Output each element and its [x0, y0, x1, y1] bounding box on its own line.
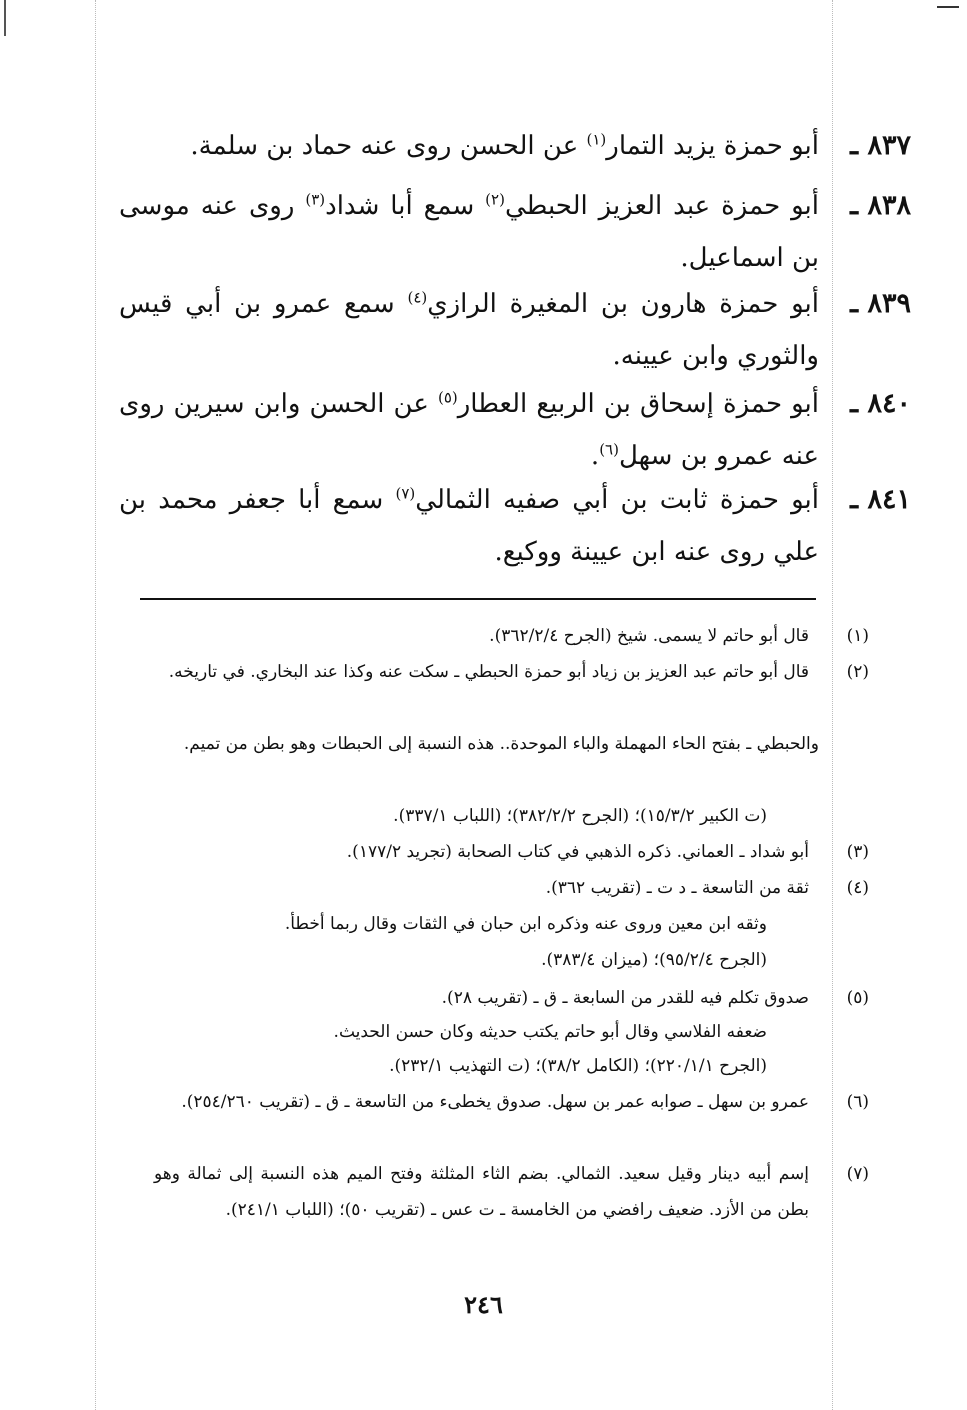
footnote-separator: [140, 598, 816, 600]
footnote-text: صدوق تكلم فيه للقدر من السابعة ـ ق ـ (تقريب ٢٨).: [441, 988, 809, 1008]
footnote-number: (٢): [846, 662, 869, 682]
footnote-number: (٧): [846, 1164, 869, 1184]
footnote-text: ضعفه الفلاسي وقال أبو حاتم يكتب حديثه وكان حسن الحديث.: [333, 1022, 767, 1042]
entry-number: ٨٤٠ ـ: [850, 388, 911, 419]
footnote-ref: (٤): [407, 288, 428, 307]
footnote-7: [154, 1156, 869, 1228]
entry-text: عن الحسن روى عنه حماد بن سلمة.: [190, 131, 587, 161]
footnote-text: إسم أبيه دينار وقيل سعيد. الثمالي. بضم الثاء المثلثة وفتح الميم هذه النسبة إلى ثمالة وهو بطن من الأزد. ضعيف رافضي من الخامسة ـ ت عس ـ (تقريب ٥٠)؛ (اللباب ٢٤١/١).: [154, 1164, 809, 1220]
footnote-3: [154, 834, 869, 870]
entry-839: [119, 278, 911, 382]
entry-text: عن الحسن وابن سيرين روى عنه عمرو بن سهل: [119, 389, 819, 471]
footnote-5-references: [167, 1048, 767, 1084]
entry-number: ٨٣٧ ـ: [850, 130, 911, 161]
footnote-ref: (١): [586, 130, 607, 149]
footnote-6: [154, 1084, 869, 1120]
entry-text: أبو حمزة عبد العزيز الحبطي: [504, 191, 819, 221]
footnote-1: [154, 618, 869, 654]
entry-number: ٨٣٨ ـ: [850, 190, 911, 221]
footnote-text: أبو شداد ـ العماني. ذكره الذهبي في كتاب الصحابة (تجريد ١٧٧/٢).: [346, 842, 809, 862]
entry-text: سمع أبا شداد: [325, 191, 486, 221]
footnote-number: (٦): [846, 1092, 869, 1112]
entry-837: [119, 120, 911, 172]
scan-edge-mark: [4, 0, 6, 36]
entry-number: ٨٣٩ ـ: [850, 288, 911, 319]
entry-number: ٨٤١ ـ: [850, 484, 911, 515]
entry-text: أبو حمزة ثابت بن أبي صفيه الثمالي: [415, 485, 819, 515]
entry-838: [119, 180, 911, 284]
footnote-text: عمرو بن سهل ـ صوابه عمر بن سهل. صدوق يخطىء من التاسعة ـ ق ـ (تقريب ٢٥٤/٢٦٠).: [181, 1092, 809, 1112]
entry-840: [119, 378, 911, 482]
footnote-2-references: [167, 798, 767, 834]
footnote-ref: (٣): [305, 190, 326, 209]
footnote-2-continuation: [119, 726, 819, 762]
entry-text: سمع أبا جعفر محمد بن علي روى عنه ابن عيينة ووكيع.: [119, 485, 819, 567]
footnote-text: قال أبو حاتم عبد العزيز بن زياد أبو حمزة الحبطي ـ سكت عنه وكذا عند البخاري. في تاريخه.: [168, 662, 809, 682]
footnote-text: والحبطي ـ بفتح الحاء المهملة والباء الموحدة.. هذه النسبة إلى الحبطات وهو بطن من تميم.: [183, 734, 819, 754]
footnote-5-continuation: [167, 1014, 767, 1050]
footnote-text: ثقة من التاسعة ـ د ت ـ (تقريب ٣٦٢).: [545, 878, 809, 898]
footnote-text: (ت الكبير ١٥/٣/٢)؛ (الجرح ٣٨٢/٢/٢)؛ (اللباب ٣٣٧/١).: [393, 806, 767, 826]
entry-841: [119, 474, 911, 578]
footnote-ref: (٦): [599, 440, 619, 459]
footnote-4: [154, 870, 869, 906]
footnote-number: (٥): [846, 988, 869, 1008]
footnote-text: وثقه ابن معين وروى عنه وذكره ابن حبان في الثقات وقال ربما أخطأ.: [284, 914, 767, 934]
entry-text: سمع عمرو بن أبي قيس والثوري وابن عيينه.: [119, 289, 819, 371]
entry-text: .: [590, 441, 600, 471]
footnote-number: (١): [846, 626, 869, 646]
scan-corner-mark: [937, 6, 959, 8]
footnote-4-continuation: [167, 906, 767, 942]
footnote-number: (٤): [846, 878, 869, 898]
footnote-ref: (٥): [437, 388, 458, 407]
footnote-ref: (٢): [485, 190, 505, 209]
scan-dotted-line: [95, 0, 96, 1410]
footnote-4-references: [167, 942, 767, 978]
page-number: ٢٤٦: [464, 1290, 503, 1319]
entry-text: روى عنه موسى بن اسماعيل.: [119, 191, 819, 273]
footnote-5: [154, 980, 869, 1016]
footnote-ref: (٧): [395, 484, 416, 503]
footnote-text: (الجرح ٩٥/٢/٤)؛ (ميزان ٣٨٣/٤).: [541, 950, 767, 970]
footnote-text: (الجرح ٢٢٠/١/١)؛ (الكامل ٣٨/٢)؛ (ت التهذيب ٢٣٢/١).: [389, 1056, 767, 1076]
footnote-2: [154, 654, 869, 690]
entry-text: أبو حمزة يزيد التمار: [606, 131, 819, 161]
footnote-text: قال أبو حاتم لا يسمى. شيخ (الجرح ٣٦٢/٢/٤).: [489, 626, 809, 646]
entry-text: أبو حمزة إسحاق بن الربيع العطار: [457, 389, 819, 419]
footnote-number: (٣): [846, 842, 869, 862]
entry-text: أبو حمزة هارون بن المغيرة الرازي: [427, 289, 819, 319]
